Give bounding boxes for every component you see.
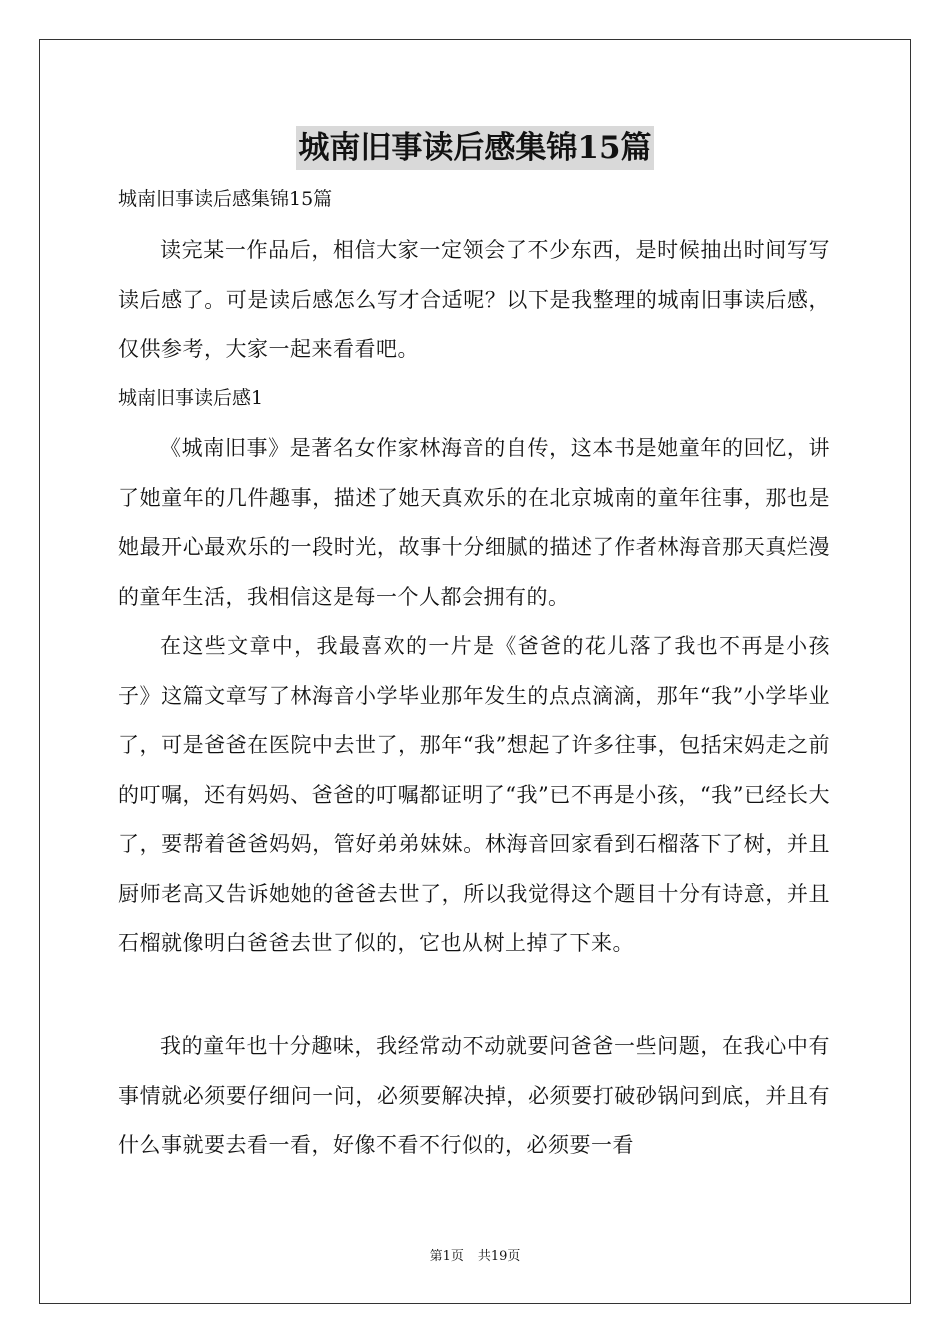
intro-paragraph: 读完某一作品后，相信大家一定领会了不少东西，是时候抽出时间写写读后感了。可是读后感怎么写才合适呢？以下是我整理的城南旧事读后感，仅供参考，大家一起来看看吧。 — [118, 238, 830, 361]
title-container — [0, 126, 950, 170]
page-number: 第1页 — [429, 1249, 464, 1264]
page-footer — [0, 1248, 950, 1266]
document-subtitle: 城南旧事读后感集锦15篇 — [118, 188, 333, 210]
body-paragraph-3: 我的童年也十分趣味，我经常动不动就要问爸爸一些问题，在我心中有事情就必须要仔细问一问，必须要解决掉，必须要打破砂锅问到底，并且有什么事就要去看一看，好像不看不行似的，必须要一看 — [118, 1034, 830, 1157]
body-paragraph-2: 在这些文章中，我最喜欢的一片是《爸爸的花儿落了我也不再是小孩子》这篇文章写了林海音小学毕业那年发生的点点滴滴，那年“我”小学毕业了，可是爸爸在医院中去世了，那年“我”想起了许多往事，包括宋妈走之前的叮嘱，还有妈妈、爸爸的叮嘱都证明了“我”已不再是小孩，“我”已经长大了，要帮着爸爸妈妈，管好弟弟妹妹。林海音回家看到石榴落下了树，并且厨师老高又告诉她她的爸爸去世了，所以我觉得这个题目十分有诗意，并且石榴就像明白爸爸去世了似的，它也从树上掉了下来。 — [118, 634, 830, 955]
section-heading: 城南旧事读后感1 — [118, 387, 264, 409]
total-pages: 共19页 — [477, 1249, 521, 1264]
body-paragraph-1: 《城南旧事》是著名女作家林海音的自传，这本书是她童年的回忆，讲了她童年的几件趣事，描述了她天真欢乐的在北京城南的童年往事，那也是她最开心最欢乐的一段时光，故事十分细腻的描述了作者林海音那天真烂漫的童年生活，我相信这是每一个人都会拥有的。 — [118, 436, 830, 609]
document-title: 城南旧事读后感集锦15篇 — [296, 126, 653, 170]
